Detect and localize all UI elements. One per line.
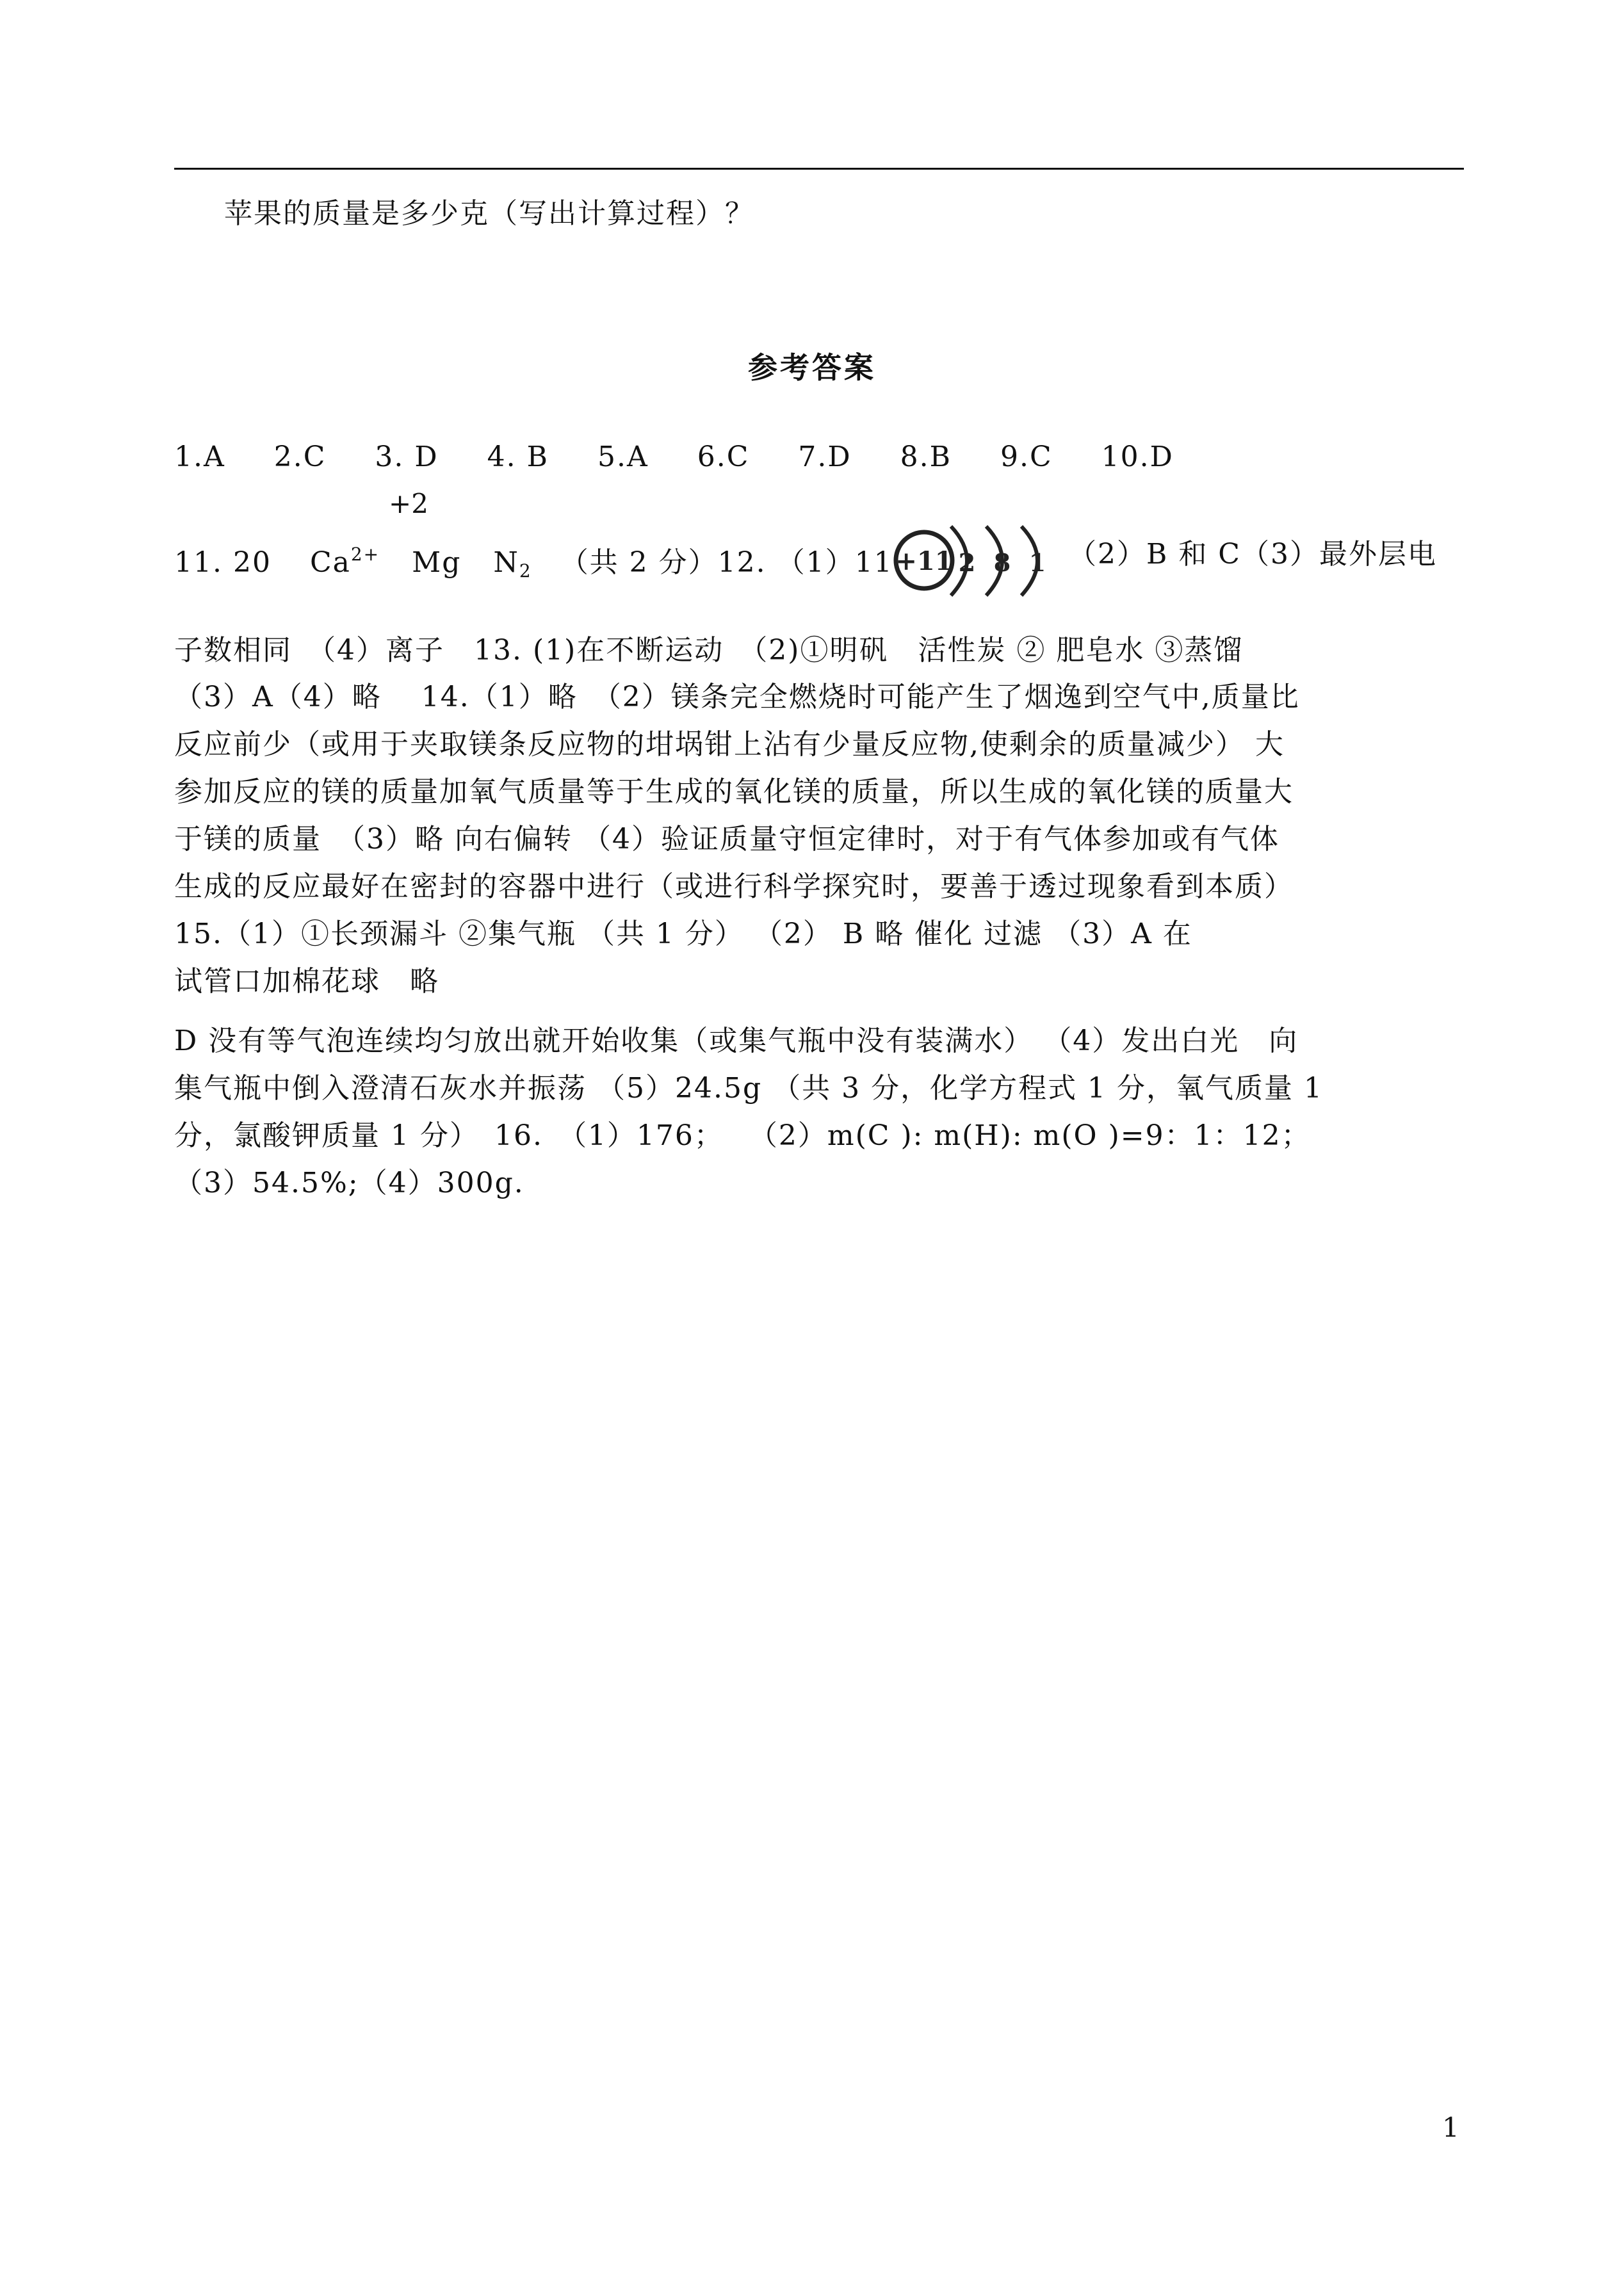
ion-symbol: Ca bbox=[309, 546, 351, 579]
mc-answer: 3. D bbox=[375, 441, 439, 473]
answer-line: 15.（1）①长颈漏斗 ②集气瓶 （共 1 分） （2） B 略 催化 过滤 （3）A 在 bbox=[174, 918, 1192, 950]
shell-electrons: 1 bbox=[1028, 548, 1046, 577]
mc-answer: 1.A bbox=[174, 441, 225, 473]
ion-charge: 2+ bbox=[350, 544, 380, 565]
mc-answer: 2.C bbox=[273, 441, 327, 473]
element-symbol: Mg bbox=[412, 546, 462, 579]
mc-answer: 8.B bbox=[900, 441, 952, 473]
valence-mark: +2 bbox=[389, 488, 428, 519]
q12-rest: （2）B 和 C（3）最外层电 bbox=[1068, 538, 1437, 571]
answer-line: 生成的反应最好在密封的容器中进行（或进行科学探究时，要善于透过现象看到本质） bbox=[174, 870, 1294, 903]
question-tail: 苹果的质量是多少克（写出计算过程）？ bbox=[224, 197, 754, 230]
answer-line: 参加反应的镁的质量加氧气质量等于生成的氧化镁的质量，所以生成的氧化镁的质量大 bbox=[174, 775, 1294, 808]
answer-line: 集气瓶中倒入澄清石灰水并振荡 （5）24.5g （共 3 分，化学方程式 1 分，氧气质量 1 bbox=[174, 1072, 1324, 1105]
shell-electrons: 8 bbox=[993, 548, 1011, 577]
mc-answer: 7.D bbox=[798, 441, 852, 473]
nucleus-charge: +11 bbox=[895, 546, 953, 576]
page-number: 1 bbox=[1442, 2112, 1459, 2143]
mc-answer: 10.D bbox=[1101, 441, 1174, 473]
sodium-atom-diagram bbox=[890, 520, 1057, 616]
answer-line: （3）A（4）略 14.（1）略 （2）镁条完全燃烧时可能产生了烟逸到空气中,质量比 bbox=[174, 681, 1300, 713]
answer-title: 参考答案 bbox=[748, 350, 876, 385]
mc-answer: 4. B bbox=[487, 441, 549, 473]
mc-answer: 5.A bbox=[597, 441, 649, 473]
shell-electrons: 2 bbox=[958, 548, 976, 577]
q11-lead: 11. 20 bbox=[174, 546, 272, 579]
q11-line bbox=[174, 537, 893, 589]
answer-line: 子数相同 （4）离子 13. (1)在不断运动 （2)①明矾 活性炭 ② 肥皂水 ③蒸馏 bbox=[174, 634, 1244, 667]
answer-line: 试管口加棉花球 略 bbox=[174, 965, 439, 998]
n2-subscript: 2 bbox=[519, 560, 532, 581]
answer-line: 分，氯酸钾质量 1 分） 16. （1）176； （2）m(C ): m(H): m(O )=9：1：12； bbox=[174, 1119, 1311, 1152]
answer-line: （3）54.5%;（4）300g. bbox=[174, 1167, 524, 1199]
mc-answer: 6.C bbox=[697, 441, 750, 473]
q12-lead: 12. （1）11 bbox=[717, 546, 893, 579]
n2-symbol: N bbox=[493, 546, 519, 579]
header-rule bbox=[174, 168, 1464, 170]
score-note: （共 2 分） bbox=[560, 546, 718, 579]
mc-answers-line bbox=[174, 439, 1174, 475]
answer-line: 反应前少（或用于夹取镁条反应物的坩埚钳上沾有少量反应物,使剩余的质量减少） 大 bbox=[174, 728, 1285, 761]
answer-line: D 没有等气泡连续均匀放出就开始收集（或集气瓶中没有装满水） （4）发出白光 向 bbox=[174, 1025, 1299, 1057]
answer-line: 于镁的质量 （3）略 向右偏转 （4）验证质量守恒定律时，对于有气体参加或有气体 bbox=[174, 823, 1279, 856]
mc-answer: 9.C bbox=[1000, 441, 1053, 473]
